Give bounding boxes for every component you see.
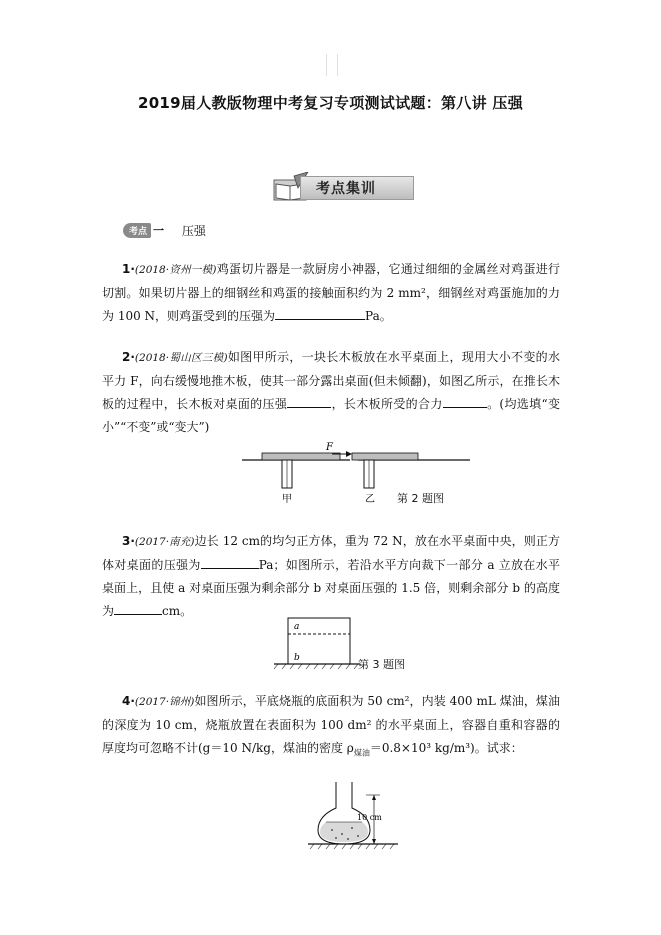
section-name: 压强 <box>181 224 206 238</box>
label-force: F <box>326 442 333 453</box>
question-text: 鸡蛋切片器是一款厨房小神器，它通过细细的金属丝对鸡蛋进行切割。如果切片器上的细钢丝和鸡蛋的接触面积约为 2 mm²，细钢丝对鸡蛋施加的力为 100 N，则鸡蛋受到的压强为 <box>102 262 560 323</box>
figure-caption-q3: 第 3 题图 <box>358 658 405 671</box>
question-source: (2017·锦州) <box>134 696 195 708</box>
question-1: 1·(2018·资州一模)鸡蛋切片器是一款厨房小神器，它通过细细的金属丝对鸡蛋进行切割。如果切片器上的细钢丝和鸡蛋的接触面积约为 2 mm²，细钢丝对鸡蛋施加的力为 100 N，则鸡蛋受到的压强为 Pa。 <box>102 262 560 323</box>
answer-blank-1[interactable] <box>201 554 259 569</box>
question-3: 3·(2017·南充)边长 12 cm的均匀正方体，重为 72 N，放在水平桌面中央，则正方体对桌面的压强为 Pa；如图所示，若沿水平方向裁下一部分 a 立放在水平桌面上，且使 a 对桌面压强为剩余部分 b 对桌面压强的 1.5 倍，则剩余部分 b 的高度为 cm。 <box>102 534 560 618</box>
answer-blank[interactable] <box>275 305 365 320</box>
rho-subscript: 煤油 <box>353 748 370 758</box>
question-text-mid: ，长木板所受的合力 <box>331 397 443 411</box>
question-text-end: cm。 <box>162 604 193 618</box>
figure-q4-flask <box>308 778 398 850</box>
figure-q3 <box>272 612 362 672</box>
question-source: (2017·南充) <box>134 536 195 548</box>
depth-label: 10 cm <box>357 813 382 822</box>
figure-caption-q2: 第 2 题图 <box>397 492 444 505</box>
question-text: 如图甲所示，一块长木板放在水平桌面上，现用大小不变的水平力 F，向右缓慢地推木板，使其一部分露出桌面(但未倾翻)，如图乙所示，在推长木板的过程中，长木板对桌面的压强 <box>102 350 560 411</box>
question-2: 2·(2018·蜀山区三模)如图甲所示，一块长木板放在水平桌面上，现用大小不变的水平力 F，向右缓慢地推木板，使其一部分露出桌面(但未倾翻)，如图乙所示，在推长木板的过程中，长木板对桌面的压强 ，长木板所受的合力 。(均选填“变小”“不变”或“变大”) <box>102 350 560 434</box>
question-text: 边长 12 cm的均匀正方体，重为 72 N，放在水平桌面中央，则正方体对桌面的压强为 <box>102 534 560 572</box>
label-jia: 甲 <box>282 494 292 505</box>
question-text-end: 。(均选填“变小”“不变”或“变大”) <box>102 397 560 434</box>
question-text: 如图所示，平底烧瓶的底面积为 50 cm²，内装 400 mL 煤油，煤油的深度为 10 cm，烧瓶放置在表面积为 100 dm² 的水平桌面上，容器自重和容器的厚度均可忽略不计(g＝10 N/kg，煤油的密度 ρ <box>102 694 560 755</box>
question-text-end: ＝0.8×10³ kg/m³)。试求： <box>369 741 523 755</box>
page-title: 2019届人教版物理中考复习专项测试试题：第八讲 压强 <box>137 94 524 112</box>
section-heading <box>123 222 206 239</box>
question-text-mid: Pa；如图所示，若沿水平方向裁下一部分 a 立放在水平桌面上，且使 a 对桌面压强为剩余部分 b 对桌面压强的 1.5 倍，则剩余部分 b 的高度为 <box>102 558 560 618</box>
label-yi: 乙 <box>365 494 375 505</box>
answer-blank-1[interactable] <box>287 393 331 408</box>
answer-blank-2[interactable] <box>114 600 162 615</box>
question-source: (2018·资州一模) <box>134 264 217 276</box>
banner-label: 考点集训 <box>316 181 376 197</box>
question-text-end: Pa。 <box>365 309 392 323</box>
question-number: 1 <box>122 262 131 276</box>
question-4: 4·(2017·锦州)如图所示，平底烧瓶的底面积为 50 cm²，内装 400 mL 煤油，煤油的深度为 10 cm，烧瓶放置在表面积为 100 dm² 的水平桌面上，容器自重和容器的厚度均可忽略不计(g＝10 N/kg，煤油的密度 $\rho_{煤油}=0.8\times 10^3$ kg/m³)。试求： <box>102 694 560 758</box>
answer-blank-2[interactable] <box>443 393 487 408</box>
section-tag-num: 一 <box>153 224 165 237</box>
question-number: 3 <box>122 534 131 548</box>
label-b: b <box>294 653 300 663</box>
label-a: a <box>294 622 300 632</box>
section-banner <box>272 172 412 202</box>
question-number: 4 <box>122 694 131 708</box>
question-number: 2 <box>122 350 131 364</box>
question-source: (2018·蜀山区三模) <box>134 352 228 364</box>
header-mark <box>326 54 338 76</box>
section-tag: 考点 <box>123 223 151 238</box>
